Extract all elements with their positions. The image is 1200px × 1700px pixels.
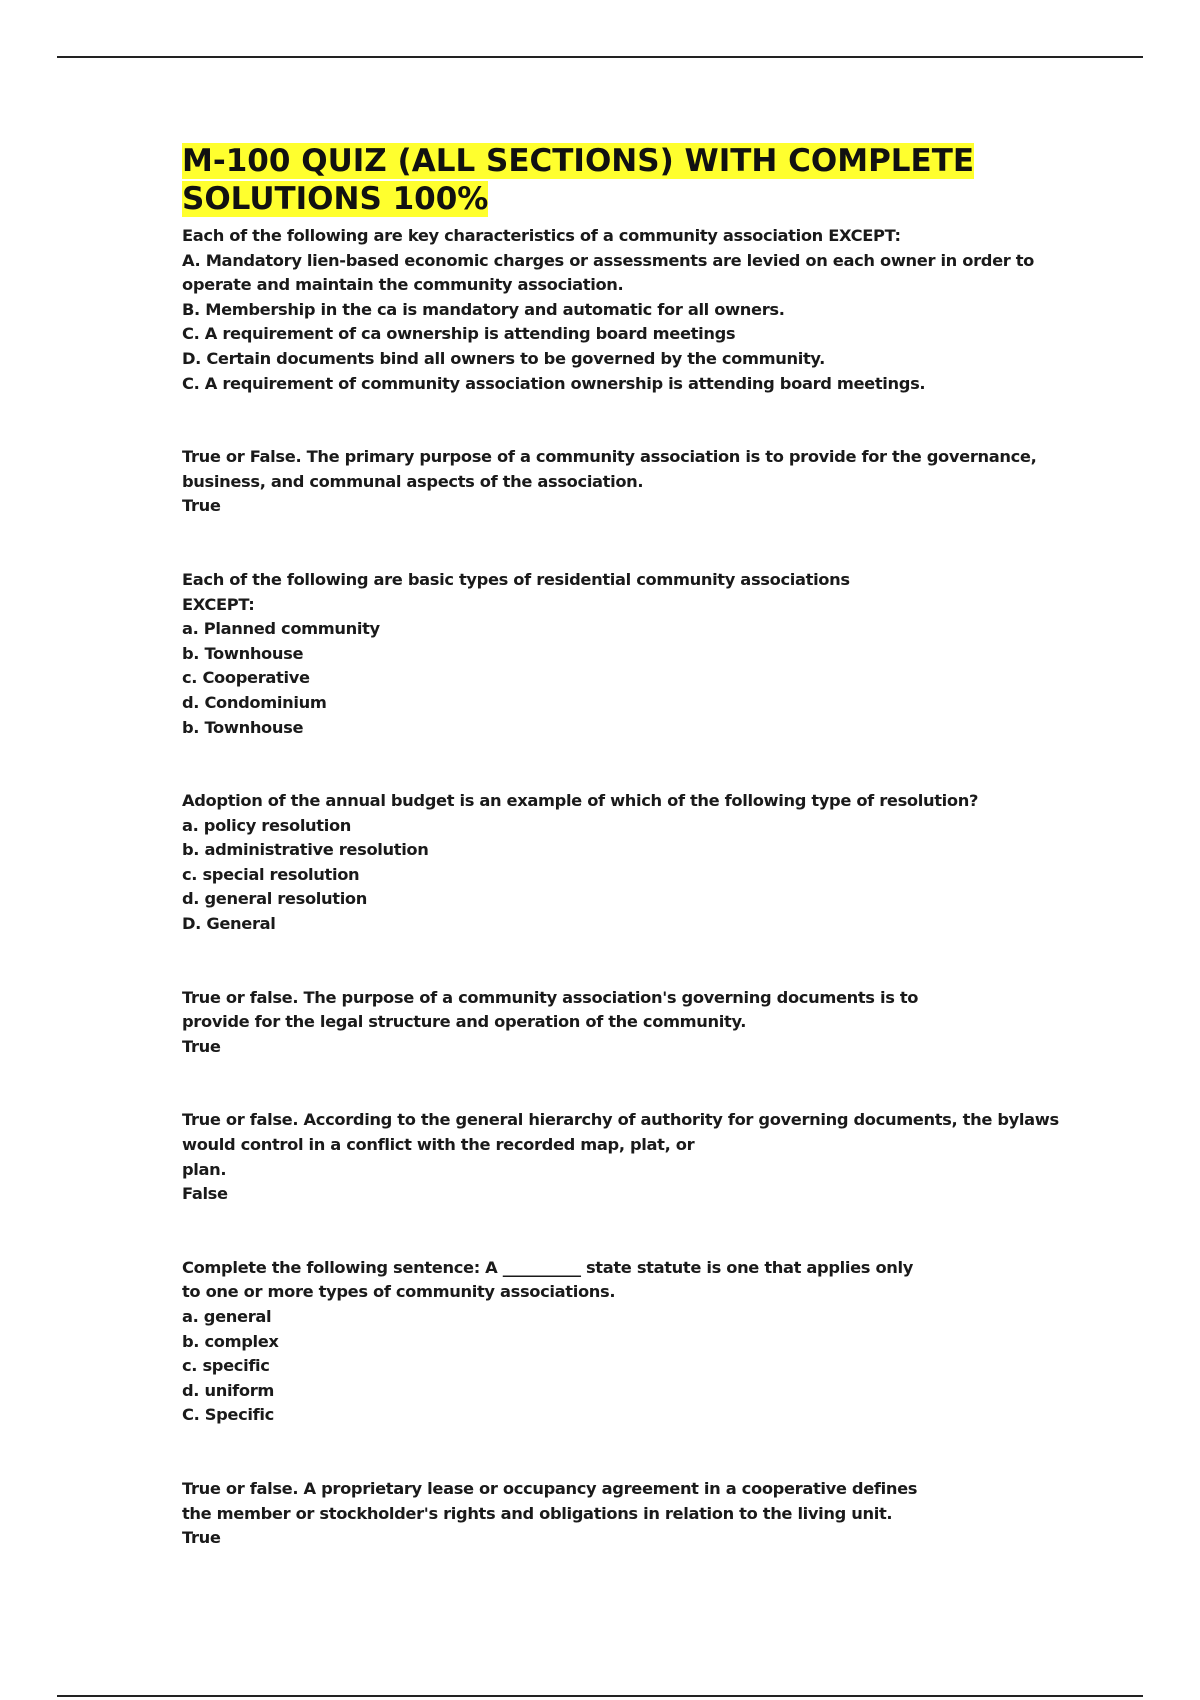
question-block [182, 445, 1037, 519]
question-block [182, 789, 1022, 937]
question-text: to one or more types of community associations. [182, 1282, 616, 1302]
document-body [182, 142, 1059, 1551]
answer-option: d. uniform [182, 1380, 275, 1400]
answer-option: c. Cooperative [182, 668, 310, 688]
correct-answer: True [182, 1036, 221, 1056]
answer-option: b. complex [182, 1331, 279, 1351]
spacer [182, 1059, 1022, 1108]
answer-option: D. Certain documents bind all owners to be governed by the community. [182, 348, 825, 368]
correct-answer: True [182, 496, 221, 516]
question-text: Complete the following sentence: A __________ state statute is one that applies only [182, 1257, 914, 1277]
question-text: provide for the legal structure and operation of the community. [182, 1012, 747, 1032]
question-text: True or false. According to the general hierarchy of authority for governing documents, the bylaws [182, 1110, 1059, 1130]
correct-answer: False [182, 1184, 228, 1204]
answer-option: d. Condominium [182, 692, 327, 712]
spacer [182, 519, 1022, 568]
answer-option: A. Mandatory lien-based economic charges or assessments are levied on each owner in order to [182, 250, 1035, 270]
question-text: Adoption of the annual budget is an example of which of the following type of resolution? [182, 791, 979, 811]
correct-answer: D. General [182, 914, 276, 934]
answer-option: operate and maintain the community association. [182, 275, 624, 295]
answer-option: b. Townhouse [182, 643, 304, 663]
spacer [182, 1428, 1022, 1477]
answer-option: c. special resolution [182, 864, 360, 884]
question-text: True or false. A proprietary lease or occupancy agreement in a cooperative defines [182, 1478, 918, 1498]
question-block [182, 568, 1022, 740]
question-text: business, and communal aspects of the association. [182, 471, 644, 491]
answer-option: b. administrative resolution [182, 840, 429, 860]
correct-answer: True [182, 1528, 221, 1548]
bottom-rule [57, 1695, 1143, 1697]
answer-option: B. Membership in the ca is mandatory and automatic for all owners. [182, 299, 785, 319]
title-line-2: SOLUTIONS 100% [182, 181, 489, 217]
top-rule [57, 56, 1143, 58]
answer-option: a. general [182, 1307, 272, 1326]
question-text: the member or stockholder's rights and obligations in relation to the living unit. [182, 1503, 893, 1523]
question-text: Each of the following are key characteristics of a community association EXCEPT: [182, 226, 901, 245]
title-line-1: M-100 QUIZ (ALL SECTIONS) WITH COMPLETE [182, 143, 975, 179]
question-text: True or False. The primary purpose of a community association is to provide for the governance, [182, 447, 1037, 467]
answer-option: C. A requirement of ca ownership is attending board meetings [182, 324, 736, 344]
spacer [182, 1207, 1022, 1256]
answer-option: a. Planned community [182, 619, 380, 639]
correct-answer: C. Specific [182, 1405, 274, 1425]
question-text: plan. [182, 1159, 227, 1179]
question-block [182, 224, 1035, 396]
spacer [182, 740, 1022, 789]
spacer [182, 396, 1022, 445]
answer-option: a. policy resolution [182, 815, 352, 835]
answer-option: d. general resolution [182, 889, 368, 909]
question-text: Each of the following are basic types of residential community associations [182, 569, 850, 589]
question-block [182, 1256, 1022, 1428]
spacer [182, 937, 1022, 986]
correct-answer: b. Townhouse [182, 717, 304, 737]
question-block [182, 1477, 1022, 1551]
question-text: would control in a conflict with the recorded map, plat, or [182, 1135, 695, 1155]
question-text: EXCEPT: [182, 594, 255, 614]
question-block [182, 1108, 1059, 1206]
question-text: True or false. The purpose of a community association's governing documents is to [182, 987, 919, 1007]
answer-option: c. specific [182, 1356, 270, 1376]
correct-answer: C. A requirement of community association ownership is attending board meetings. [182, 373, 926, 393]
question-block [182, 986, 1022, 1060]
document-title [182, 142, 1022, 218]
